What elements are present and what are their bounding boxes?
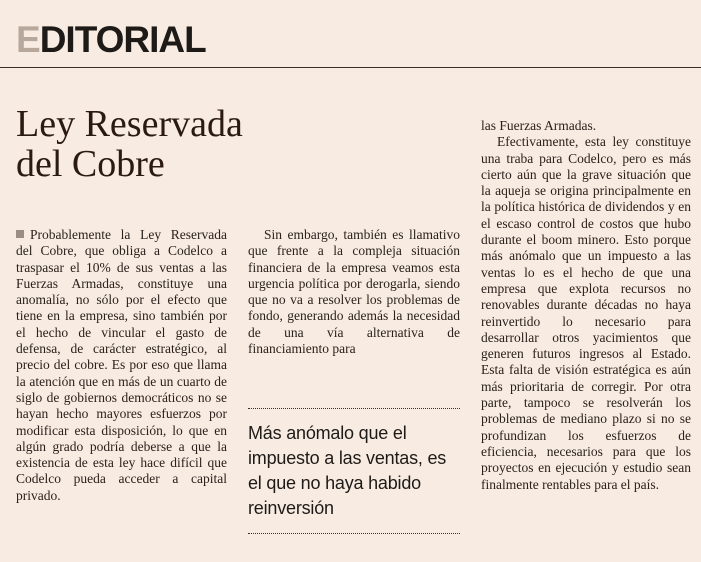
header-rule bbox=[0, 67, 701, 68]
pull-quote-text: Más anómalo que el impuesto a las ventas, es el que no haya habido reinversión bbox=[248, 423, 447, 518]
headline-line-1: Ley Reservada bbox=[16, 103, 243, 145]
section-title bbox=[16, 18, 206, 62]
section-title-rest: DITORIAL bbox=[39, 19, 206, 60]
headline-line-2: del Cobre bbox=[16, 143, 165, 185]
headline bbox=[16, 104, 316, 184]
pull-quote bbox=[248, 408, 460, 534]
section-title-initial: E bbox=[16, 19, 40, 60]
bullet-square-icon bbox=[16, 230, 24, 238]
body-column-2 bbox=[248, 227, 460, 357]
column-3-paragraph-1: las Fuerzas Armadas. bbox=[481, 118, 597, 133]
body-column-1 bbox=[16, 227, 227, 504]
column-2-text: Sin embargo, también es llamativo que frente a la compleja situación financiera de la empresa veamos esta urgencia política por derogarla, siendo que no va a resolver los problemas de fondo, generando además la necesidad de una vía alternativa de financiamiento para bbox=[248, 227, 460, 357]
column-3-paragraph-2: Efectivamente, esta ley constituye una traba para Codelco, pero es más cierto aún que la grave situación que la aqueja se origina principalmente en la política histórica de dividendos y en el escaso control de costos que hubo durante el boom minero. Esto porque más anómalo que un impuesto a las ventas lo es el hecho de que una empresa que explota recursos no renovables durante décadas no haya reinvertido lo necesario para desarrollar otros yacimientos que generen futuros ingresos al Estado. Esta falta de visión estratégica es aún más prioritaria de corregir. Por otra parte, tampoco se resolverán los problemas de mediano plazo si no se profundizan los esfuerzos de eficiencia, necesarios para que los proyectos en ejecución y estudio sean finalmente rentables para el país. bbox=[481, 134, 691, 492]
column-1-text: Probablemente la Ley Reservada del Cobre, que obliga a Codelco a traspasar el 10% de sus ventas a las Fuerzas Armadas, constituye una anomalía, no sólo por el efecto que tiene en la empresa, sino también por el hecho de vincular el gasto de defensa, de carácter estratégico, al precio del cobre. Es por eso que llama la atención que en más de un cuarto de siglo de gobiernos democráticos no se hayan hecho mayores esfuerzos por modificar esta disposición, lo que en algún grado podría deberse a que la existencia de esta ley hace difícil que Codelco pueda acceder a capital privado. bbox=[16, 227, 227, 503]
body-column-3 bbox=[481, 118, 691, 493]
